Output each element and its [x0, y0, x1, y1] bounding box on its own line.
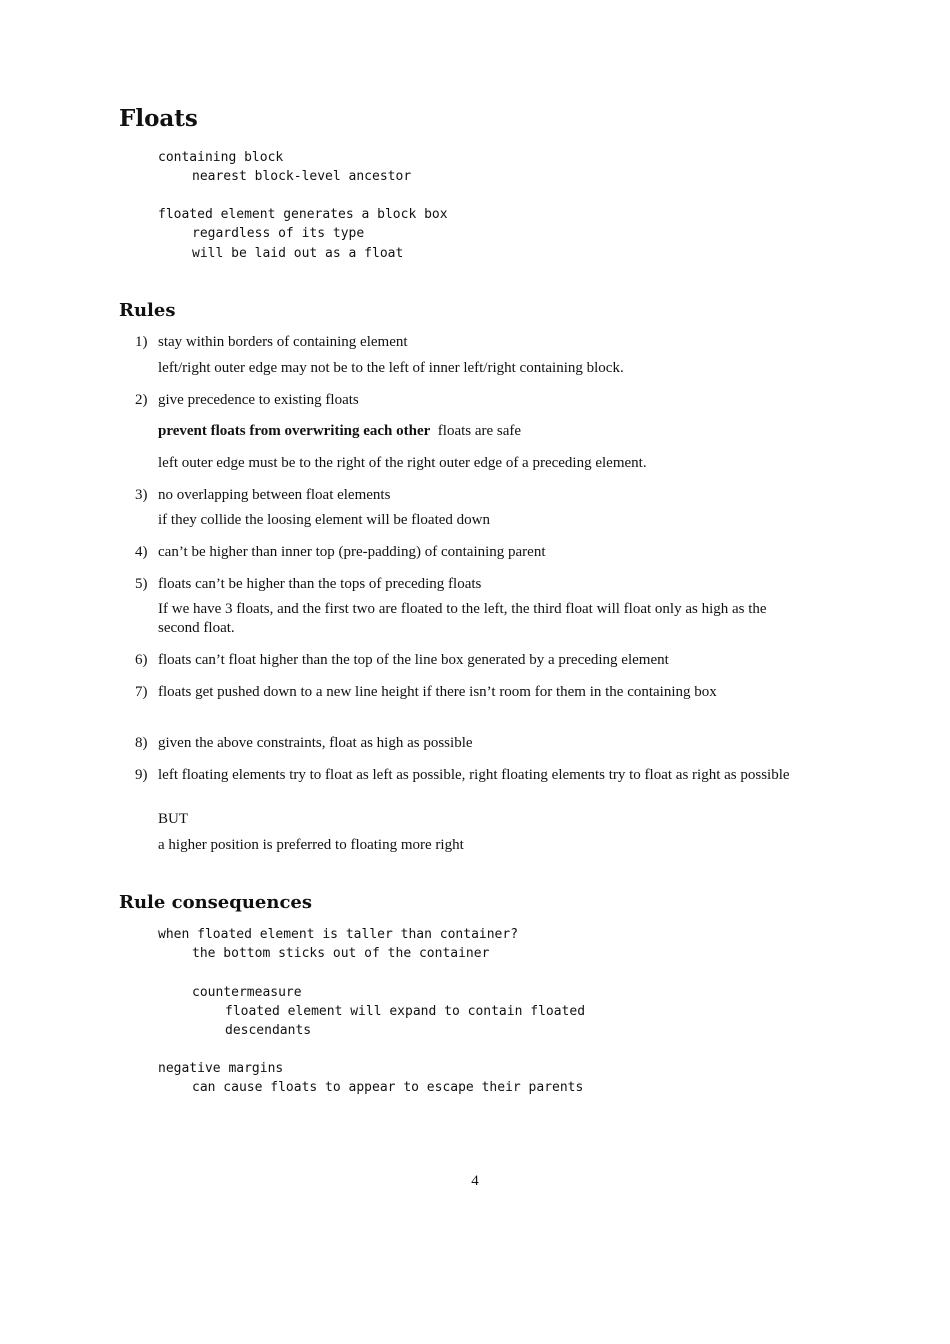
floats-line: will be laid out as a float	[192, 246, 404, 261]
rule-detail: left/right outer edge may not be to the left of inner left/right containing block.	[158, 360, 624, 376]
consequence-line: negative margins	[158, 1061, 284, 1076]
consequence-line: when floated element is taller than container?	[158, 927, 519, 942]
heading-rules: Rules	[119, 300, 176, 321]
rule-but: BUT	[158, 811, 188, 827]
rule-bold-text: prevent floats from overwriting each other	[158, 423, 431, 439]
rule-main: floats get pushed down to a new line height if there isn’t room for them in the containing box	[158, 684, 717, 700]
rule-number: 2)	[135, 392, 148, 408]
rule-number: 3)	[135, 487, 148, 503]
rule-main: no overlapping between float elements	[158, 487, 391, 503]
rule-emphasis	[158, 422, 798, 441]
heading-floats: Floats	[119, 105, 198, 132]
rule-detail: left outer edge must be to the right of the right outer edge of a preceding element.	[158, 455, 647, 471]
rule-detail: a higher position is preferred to floating more right	[158, 837, 464, 853]
rule-detail: if they collide the loosing element will be floated down	[158, 512, 490, 528]
consequence-line: countermeasure	[192, 985, 302, 1000]
rule-main: floats can’t float higher than the top of the line box generated by a preceding element	[158, 652, 669, 668]
rule-main: can’t be higher than inner top (pre-padding) of containing parent	[158, 544, 546, 560]
rule-number: 8)	[135, 735, 148, 751]
rule-number: 1)	[135, 334, 148, 350]
rule-main: left floating elements try to float as left as possible, right floating elements try to float as right as possible	[158, 767, 790, 783]
rule-number: 9)	[135, 767, 148, 783]
heading-rule-consequences: Rule consequences	[119, 892, 312, 913]
consequence-line: floated element will expand to contain floated	[225, 1004, 586, 1019]
rule-detail: If we have 3 floats, and the first two are floated to the left, the third float will float only as high as the second float.	[158, 601, 767, 636]
page-number: 4	[471, 1173, 479, 1189]
floats-line: regardless of its type	[192, 226, 365, 241]
consequence-line: descendants	[225, 1023, 312, 1038]
rule-main: floats can’t be higher than the tops of preceding floats	[158, 576, 482, 592]
rule-number: 7)	[135, 684, 148, 700]
rule-main: stay within borders of containing element	[158, 334, 408, 350]
rule-number: 4)	[135, 544, 148, 560]
rule-main: given the above constraints, float as high as possible	[158, 735, 473, 751]
floats-line: containing block	[158, 150, 284, 165]
consequence-line: can cause floats to appear to escape their parents	[192, 1080, 584, 1095]
rule-bold-after: floats are safe	[437, 423, 522, 439]
rule-number: 6)	[135, 652, 148, 668]
rule-number: 5)	[135, 576, 148, 592]
floats-line: nearest block-level ancestor	[192, 169, 412, 184]
consequence-line: the bottom sticks out of the container	[192, 946, 490, 961]
floats-line: floated element generates a block box	[158, 207, 448, 222]
rule-main: give precedence to existing floats	[158, 392, 359, 408]
